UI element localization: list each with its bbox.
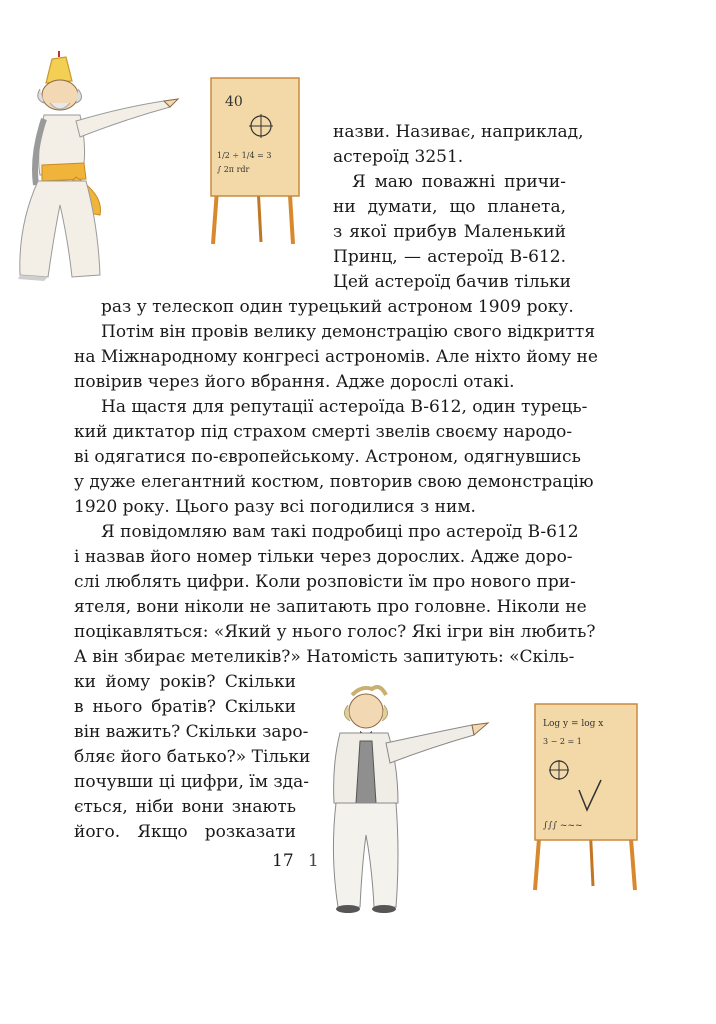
text-line: Я маю поважні причи- — [352, 172, 566, 192]
text-line: На щастя для репутації астероїда B-612, один турець- — [101, 397, 588, 417]
text-line: в нього братів? Скільки — [74, 697, 296, 717]
text-line: у дуже елегантний костюм, повторив свою демонстрацію — [74, 472, 594, 492]
european-astronomer-illustration — [322, 685, 497, 915]
text-line: він важить? Скільки заро- — [74, 722, 309, 742]
easel-chalkboard-illustration — [203, 72, 308, 247]
turkish-astronomer-illustration — [14, 55, 184, 285]
text-line: Цей астероїд бачив тільки — [333, 272, 571, 292]
svg-text:40: 40 — [225, 94, 243, 110]
page-edge-mark: 1 — [308, 851, 319, 871]
svg-text:1/2 ÷ 1/4 = 3: 1/2 ÷ 1/4 = 3 — [217, 151, 272, 160]
text-line: почувши ці цифри, їм зда- — [74, 772, 309, 792]
svg-text:3 − 2 = 1: 3 − 2 = 1 — [543, 737, 582, 746]
text-line: повірив через його вбрання. Адже дорослі отакі. — [74, 372, 515, 392]
text-line: ни думати, що планета, — [333, 197, 566, 217]
text-line: бляє його батько?» Тільки — [74, 747, 311, 767]
svg-text:Log y = log x: Log y = log x — [543, 719, 604, 729]
text-line: слі люблять цифри. Коли розповісти їм про нового при- — [74, 572, 576, 592]
text-line: кий диктатор під страхом смерті звелів своєму народо- — [74, 422, 573, 442]
text-line: назви. Називає, наприклад, — [333, 122, 584, 142]
text-line: ві одягатися по-європейському. Астроном, одягнувшись — [74, 447, 581, 467]
svg-text:∫ 2π rdr: ∫ 2π rdr — [217, 165, 250, 174]
text-line: з якої прибув Маленький — [333, 222, 566, 242]
page-number: 17 — [272, 851, 294, 871]
text-line: ється, ніби вони знають — [74, 797, 296, 817]
text-line: А він збирає метеликів?» Натомість запитують: «Скіль- — [74, 647, 575, 667]
text-line: 1920 року. Цього разу всі погодилися з ним. — [74, 497, 476, 517]
text-line: на Міжнародному конгресі астрономів. Але ніхто йому не — [74, 347, 598, 367]
text-line: Я повідомляю вам такі подробиці про астероїд B-612 — [101, 522, 579, 542]
text-line: і назвав його номер тільки через дорослих. Адже доро- — [74, 547, 573, 567]
text-line: Принц, — астероїд B-612. — [333, 247, 566, 267]
svg-text:∫∫∫ ~~~: ∫∫∫ ~~~ — [543, 821, 583, 831]
text-line: ятеля, вони ніколи не запитають про головне. Ніколи не — [74, 597, 587, 617]
text-line: його. Якщо розказати — [74, 822, 296, 842]
text-line: раз у телескоп один турецький астроном 1909 року. — [101, 297, 574, 317]
text-line: поцікавляться: «Який у нього голос? Які ігри він любить? — [74, 622, 596, 642]
text-line: ки йому років? Скільки — [74, 672, 296, 692]
text-line: астероїд 3251. — [333, 147, 464, 167]
text-line: Потім він провів велику демонстрацію свого відкриття — [101, 322, 596, 342]
easel-chalkboard-illustration — [527, 700, 647, 895]
